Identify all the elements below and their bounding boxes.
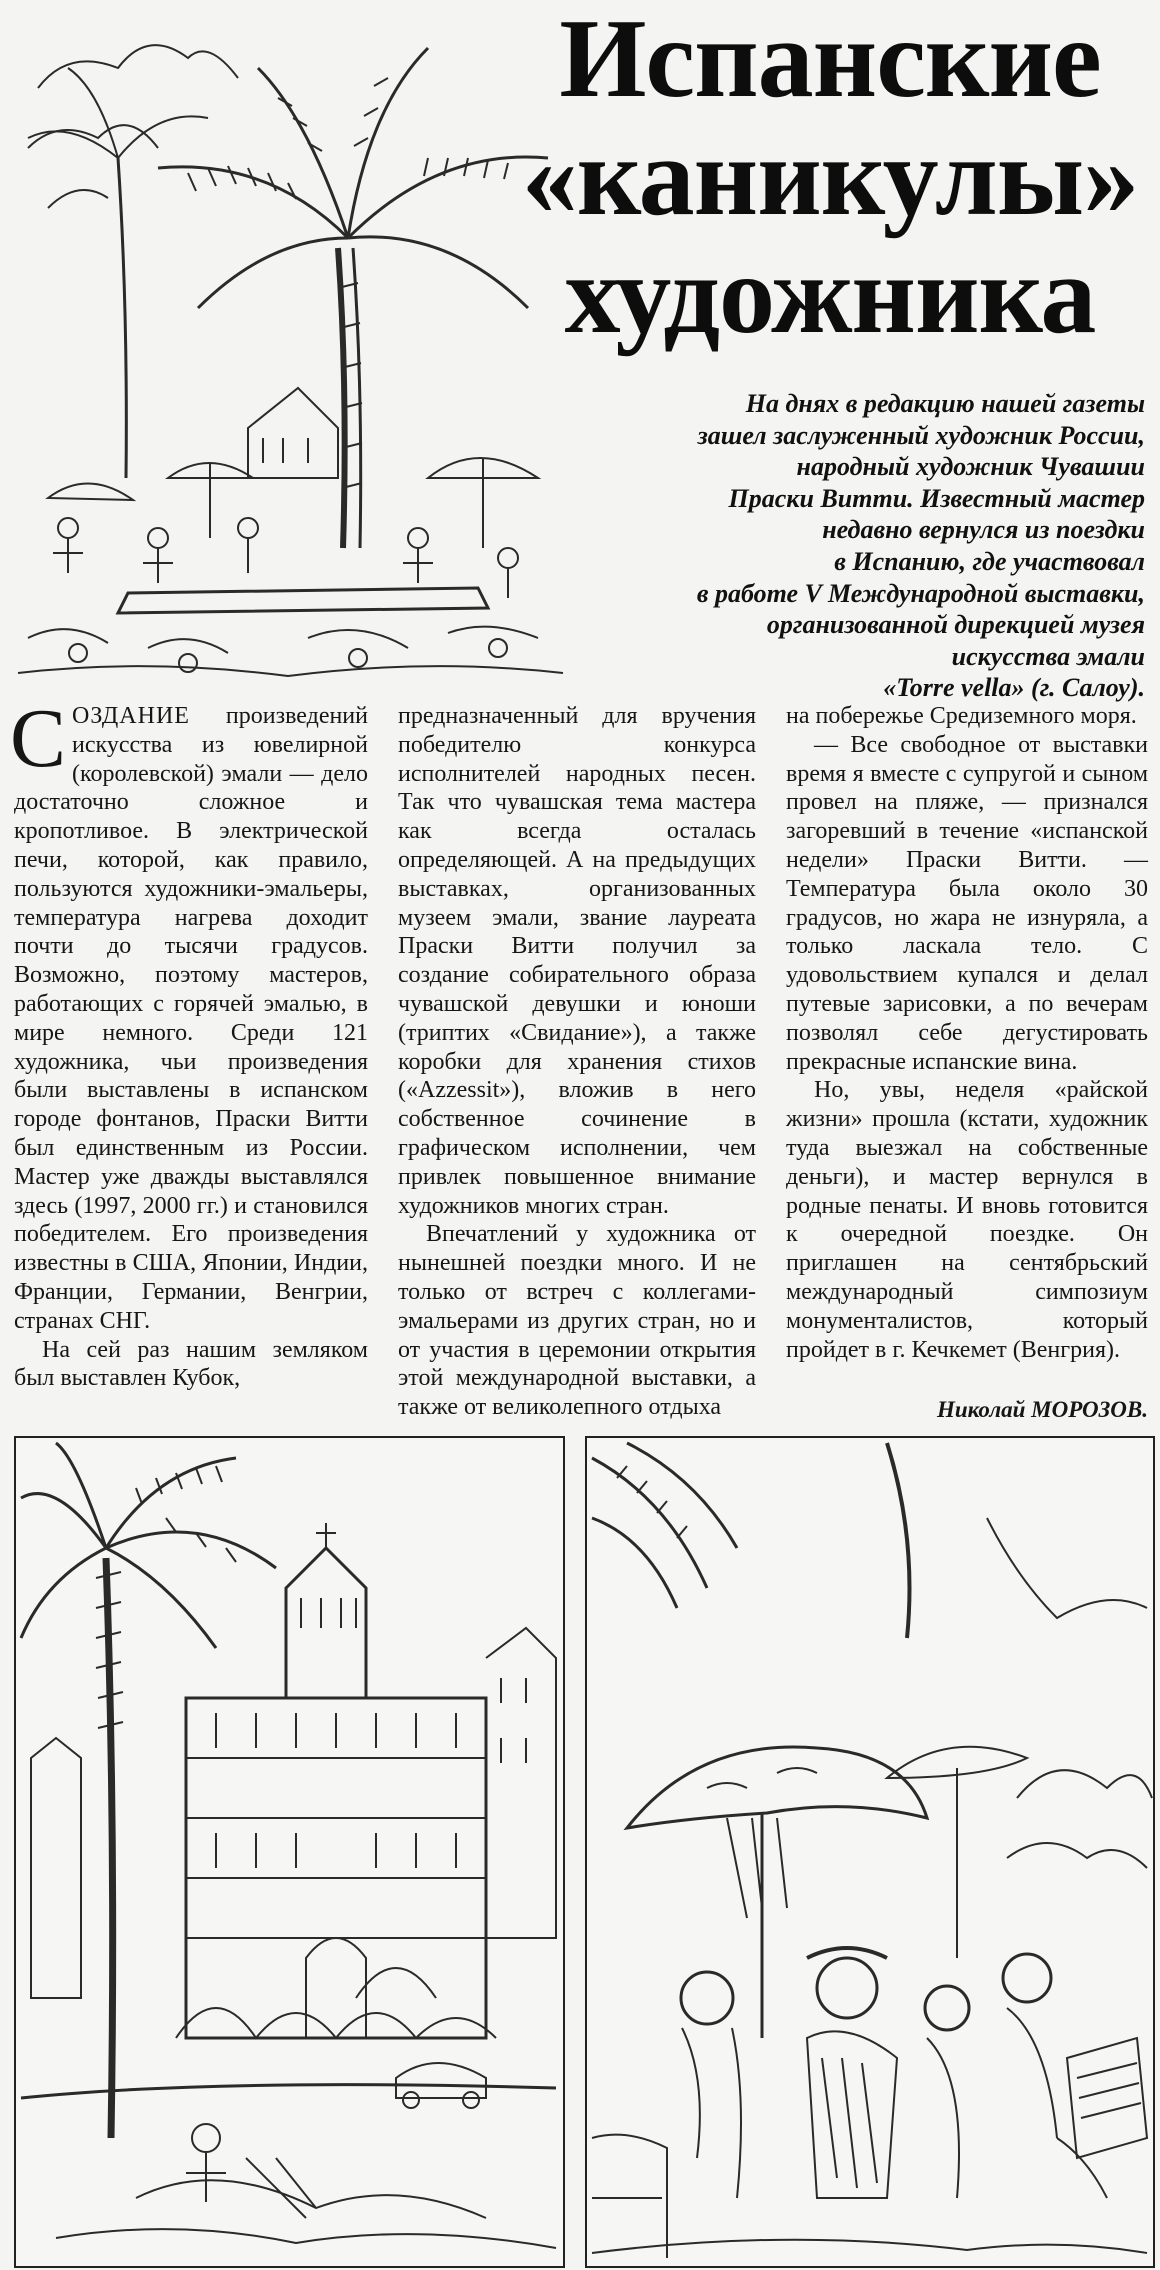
lead-line: Праски Витти. Известный мастер xyxy=(728,483,1145,513)
article-paragraph: Впечатлений у художника от нынешней поездки много. И не только от встреч с коллегами-эмальерами из других стран, но и от участия в церемонии открытия этой международной выставки, а также от великолепного отдыха xyxy=(398,1221,756,1421)
article-paragraph: — Все свободное от выставки время я вместе с супругой и сыном провел на пляже, — признался загоревший в течение «испанской недели» Праски Витти. — Температура была около 30 градусов, но жара не изнуряла, а только ласкала тело. С удовольствием купался и делал путевые зарисовки, а по вечерам позволял себе дегустировать прекрасные испанские вина. xyxy=(786,731,1148,1075)
headline-line-2: «каникулы» xyxy=(521,115,1139,239)
palace-palms-illustration xyxy=(14,1436,565,2268)
beach-umbrellas-illustration xyxy=(585,1436,1155,2268)
lead-paragraph xyxy=(590,388,1145,704)
article-column-1 xyxy=(10,692,368,1393)
article-paragraph: предназначенный для вручения победителю конкурса исполнителей народных песен. Так что чувашская тема мастера как всегда осталась определяющей. А на предыдущих выставках, организованных музеем эмали, звание лауреата Праски Витти получил за создание собирательного образа чувашской девушки и юноши (триптих «Свидание»), а также коробки для хранения стихов («Azzessit»), вложив в него собственное сочинение в графическом исполнении, чем привлек повышенное внимание художников многих стран. xyxy=(398,703,756,1219)
paragraph-text: произведений искусства из ювелирной (королевской) эмали — дело достаточно сложное и кропотливое. В электрической печи, которой, как правило, пользуются художники-эмальеры, температура нагрева доходит почти до тысячи градусов. Возможно, поэтому мастеров, работающих с горячей эмалью, в мире немного. Среди 121 художника, чьи произведения были выставлены в испанском городе фонтанов, Праски Витти был единственным из России. Мастер уже дважды выставлялся здесь (1997, 2000 гг.) и становился победителем. Его произведения известны в США, Японии, Индии, Франции, Германии, Венгрии, странах СНГ. xyxy=(14,703,368,1334)
lead-line: недавно вернулся из поездки xyxy=(822,515,1145,545)
author-byline: Николай МОРОЗОВ. xyxy=(936,1397,1148,1422)
lead-line: На днях в редакцию нашей газеты xyxy=(745,389,1145,418)
headline-line-1: Испанские xyxy=(559,0,1101,121)
article-paragraph: Но, увы, неделя «райской жизни» прошла (кстати, художник туда выезжал на собственные деньги), и мастер вернулся в родные пенаты. И вновь готовится к очередной поездке. Он приглашен на сентябрьский международный симпозиум монументалистов, который пройдет в г. Кечкемет (Венгрия). xyxy=(786,1077,1148,1363)
lead-line: организованной дирекцией музея xyxy=(766,610,1145,640)
lead-line: «Torre vella» (г. Салоу). xyxy=(883,673,1145,703)
lead-line: в Испанию, где участвовал xyxy=(834,546,1145,576)
lead-line: в работе V Международной выставки, xyxy=(696,578,1145,608)
article-paragraph xyxy=(10,692,368,1336)
first-word: ОЗДАНИЕ xyxy=(72,703,190,729)
lead-line: народный художник Чувашии xyxy=(796,452,1145,482)
article-paragraph: на побережье Средиземного моря. xyxy=(786,703,1137,729)
drop-cap: С xyxy=(10,692,67,785)
headline xyxy=(505,0,1155,357)
headline-line-3: художника xyxy=(564,233,1096,357)
lead-line: зашел заслуженный художник России, xyxy=(697,420,1145,450)
lead-line: искусства эмали xyxy=(951,641,1145,671)
article-column-2 xyxy=(398,702,756,1422)
article-column-3 xyxy=(786,702,1148,1364)
article-paragraph: На сей раз нашим земляком был выставлен Кубок, xyxy=(14,1336,368,1392)
palm-beach-illustration xyxy=(8,8,568,688)
